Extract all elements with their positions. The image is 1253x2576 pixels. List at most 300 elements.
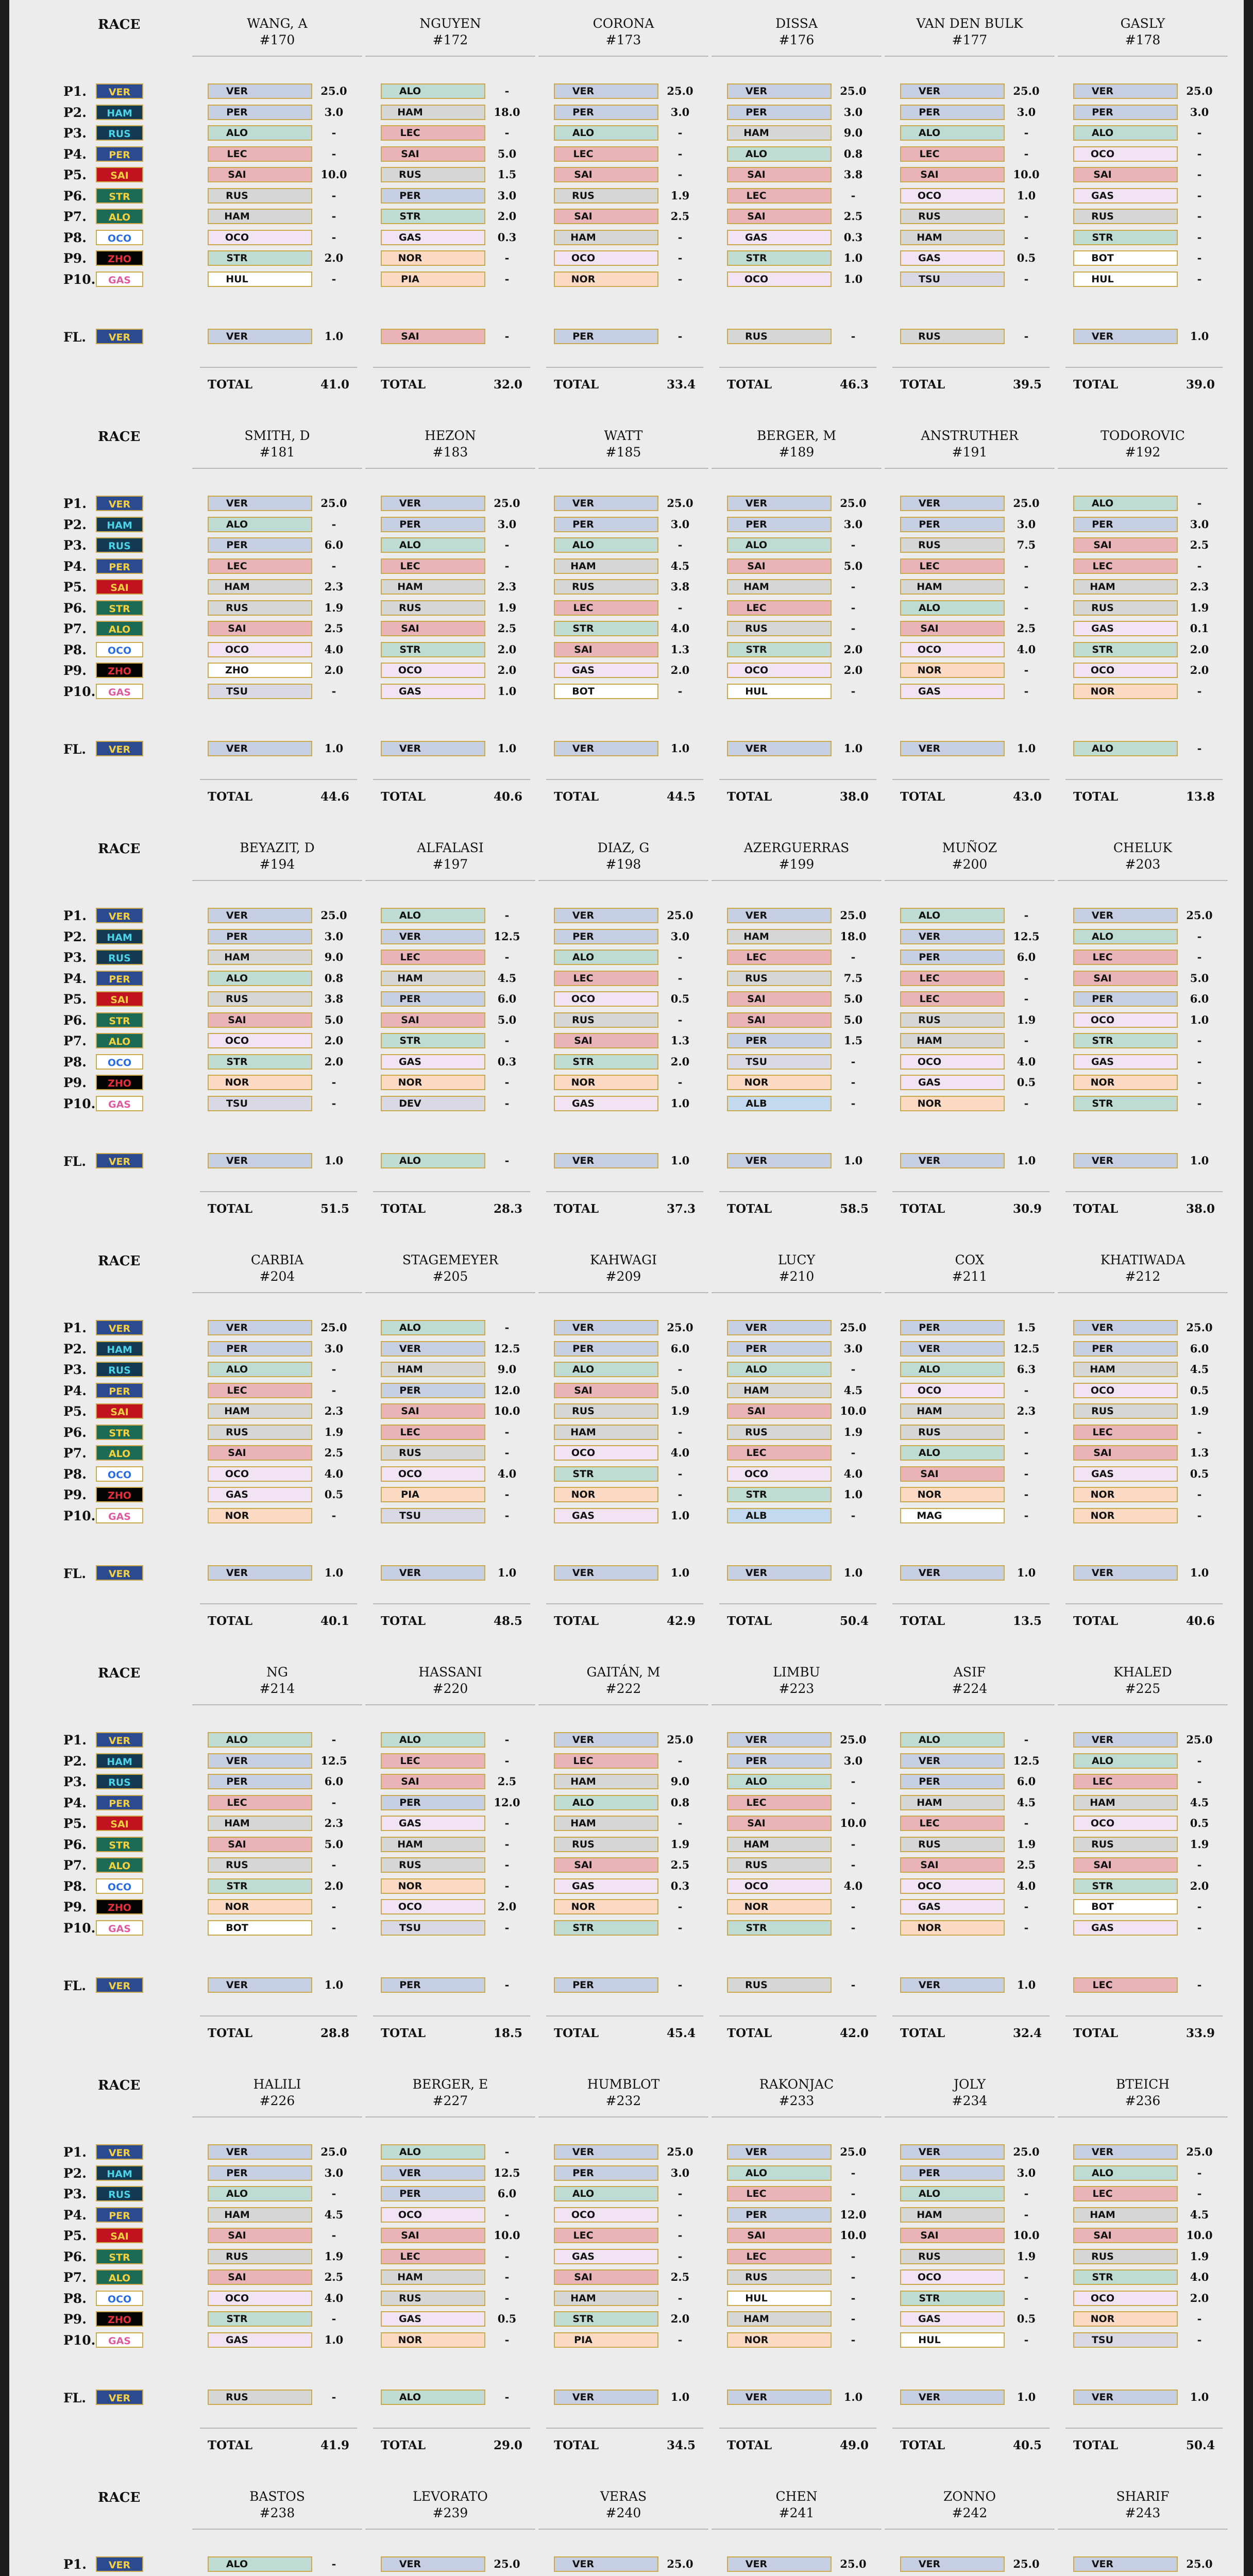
pick-points: - — [678, 1013, 683, 1026]
pick-box — [900, 1753, 1005, 1769]
pick-points: 25.0 — [840, 909, 867, 922]
fastest-lap-points: - — [504, 1154, 510, 1167]
total-label: TOTAL — [208, 2438, 253, 2452]
pick-points: - — [851, 1509, 856, 1522]
pick-points: 1.9 — [1017, 1837, 1036, 1851]
pick-box — [381, 1732, 485, 1748]
pick-points: 25.0 — [320, 84, 347, 97]
pick-box — [1073, 971, 1178, 986]
pick-points: - — [1197, 559, 1202, 572]
pick-driver-code: PER — [1092, 993, 1113, 1005]
pick-box — [554, 250, 658, 266]
pick-driver-code: PER — [1092, 106, 1113, 118]
fastest-lap-points: 1.0 — [1190, 1566, 1209, 1579]
pick-points: - — [504, 559, 510, 572]
race-block — [9, 2061, 1244, 2473]
pick-driver-code: LEC — [227, 148, 247, 160]
pick-box — [1073, 496, 1178, 511]
pick-points: - — [1197, 2312, 1202, 2325]
header-divider — [538, 2116, 708, 2117]
pick-points: 1.9 — [1017, 2249, 1036, 2263]
race-result-code: STR — [96, 188, 143, 204]
race-result-code: OCO — [96, 1878, 143, 1894]
fastest-lap-pick — [900, 329, 1005, 344]
pick-driver-code: VER — [572, 1322, 595, 1333]
player-column — [712, 2473, 882, 2576]
pick-driver-code: OCO — [225, 2292, 249, 2304]
player-name: LEVORATO — [413, 2489, 488, 2504]
race-result-code: RUS — [96, 1774, 143, 1789]
total-label: TOTAL — [1073, 2438, 1119, 2452]
pick-box — [727, 2228, 832, 2243]
pick-points: - — [851, 2291, 856, 2304]
pick-box — [208, 991, 312, 1007]
pick-driver-code: VER — [745, 2146, 768, 2158]
total-value: 50.4 — [839, 1614, 869, 1628]
pick-box — [727, 1774, 832, 1789]
pick-driver-code: TSU — [918, 273, 941, 285]
pick-box — [727, 1795, 832, 1810]
pick-driver-code: LEC — [573, 972, 594, 984]
race-result-code: ALO — [96, 2269, 143, 2285]
race-result-code: PER — [96, 146, 143, 162]
pick-driver-code: LEC — [919, 148, 940, 160]
fastest-lap-pick — [208, 1565, 312, 1581]
pick-box — [208, 1362, 312, 1377]
player-name: HEZON — [425, 428, 476, 443]
pick-points: 25.0 — [840, 84, 867, 97]
player-column — [712, 1236, 882, 1649]
pick-driver-code: PER — [746, 1343, 767, 1354]
player-name: BERGER, E — [412, 2077, 488, 2092]
pick-driver-code: ALO — [745, 539, 768, 551]
pick-box — [727, 230, 832, 245]
pick-points: 2.0 — [843, 664, 863, 676]
pick-driver-code: HAM — [397, 972, 423, 984]
pick-box — [381, 1445, 485, 1461]
race-result-code: PER — [96, 1795, 143, 1810]
pick-box — [900, 1012, 1005, 1028]
pick-points: 1.0 — [843, 272, 863, 285]
player-column — [538, 824, 708, 1236]
pick-points: 3.0 — [497, 189, 517, 202]
pick-driver-code: OCO — [571, 993, 596, 1005]
pick-box — [554, 1466, 658, 1482]
player-number: #198 — [605, 857, 641, 872]
pick-driver-code: OCO — [1090, 1384, 1115, 1396]
pick-driver-code: SAI — [228, 169, 246, 180]
pick-driver-code: SAI — [920, 169, 939, 180]
pick-box — [1073, 1012, 1178, 1028]
pick-points: 4.5 — [843, 1383, 863, 1397]
total-value: 39.0 — [1186, 378, 1215, 392]
player-name: ALFALASI — [417, 840, 484, 855]
pick-points: 2.0 — [1190, 664, 1209, 676]
header-divider — [885, 880, 1055, 881]
pick-points: - — [331, 1076, 336, 1089]
pick-points: - — [1197, 2187, 1202, 2200]
pick-points: - — [331, 559, 336, 572]
pick-driver-code: ALO — [572, 539, 595, 551]
player-number: #241 — [778, 2505, 815, 2520]
total-value: 32.0 — [493, 378, 522, 392]
pick-driver-code: PER — [746, 1755, 767, 1767]
pick-driver-code: HAM — [570, 1426, 596, 1438]
fastest-lap-driver-code: VER — [226, 1567, 248, 1579]
fastest-lap-driver-code: VER — [572, 1567, 595, 1579]
fastest-lap-code: VER — [96, 2389, 143, 2405]
fastest-lap-driver-code: PER — [572, 331, 594, 342]
pick-points: 0.5 — [1017, 251, 1036, 264]
pick-driver-code: GAS — [1091, 623, 1114, 634]
total-value: 50.4 — [1186, 2438, 1215, 2452]
pick-driver-code: RUS — [399, 1859, 421, 1871]
pick-driver-code: LEC — [1092, 560, 1113, 572]
pick-box — [554, 2249, 658, 2264]
fastest-lap-points: - — [1024, 330, 1029, 343]
pick-box — [381, 950, 485, 965]
fastest-lap-driver-code: VER — [572, 1155, 595, 1166]
pick-driver-code: SAI — [920, 623, 939, 634]
pick-driver-code: OCO — [744, 273, 769, 285]
pick-box — [727, 1837, 832, 1852]
race-result-code: SAI — [96, 1816, 143, 1831]
pick-box — [1073, 105, 1178, 120]
pick-box — [727, 600, 832, 616]
total-label: TOTAL — [554, 1202, 599, 1216]
pick-driver-code: RUS — [226, 602, 248, 614]
pick-driver-code: PER — [746, 1035, 767, 1046]
race-result-code: RUS — [96, 2186, 143, 2201]
pick-points: 1.0 — [497, 684, 517, 698]
pick-points: - — [1197, 951, 1202, 963]
player-column — [885, 412, 1055, 824]
pick-driver-code: DEV — [399, 1097, 421, 1109]
pick-points: - — [678, 1921, 683, 1934]
pick-box — [208, 1341, 312, 1357]
pick-driver-code: GAS — [572, 665, 595, 676]
pick-box — [727, 908, 832, 923]
pick-box — [727, 1487, 832, 1502]
fastest-lap-driver-code: RUS — [745, 331, 768, 342]
pick-driver-code: GAS — [1091, 1468, 1114, 1480]
pick-box — [727, 537, 832, 553]
race-result-code: SAI — [96, 167, 143, 182]
total-divider — [200, 2428, 357, 2429]
pick-box — [554, 2207, 658, 2223]
pick-points: - — [331, 230, 336, 244]
player-number: #204 — [259, 1269, 295, 1284]
pick-points: - — [678, 1076, 683, 1089]
player-column — [712, 2061, 882, 2473]
pick-points: 3.0 — [843, 517, 863, 531]
player-name: BEYAZIT, D — [240, 840, 315, 855]
pick-box — [900, 125, 1005, 141]
pick-box — [900, 1857, 1005, 1873]
pick-box — [1073, 1816, 1178, 1831]
pick-driver-code: RUS — [745, 623, 768, 634]
pick-points: 1.9 — [670, 1404, 690, 1417]
pick-box — [554, 1054, 658, 1070]
pick-driver-code: RUS — [1091, 2250, 1114, 2262]
total-value: 41.0 — [320, 378, 349, 392]
pick-driver-code: SAI — [574, 1384, 592, 1396]
fastest-lap-driver-code: VER — [1091, 1155, 1114, 1166]
pick-points: 3.0 — [1017, 2166, 1036, 2179]
pick-driver-code: GAS — [745, 231, 768, 243]
total-divider — [373, 2428, 530, 2429]
fastest-lap-pick — [727, 1977, 832, 1993]
pick-driver-code: LEC — [573, 2230, 594, 2241]
pick-driver-code: LEC — [746, 602, 767, 614]
race-result-code: GAS — [96, 272, 143, 287]
pick-points: 2.5 — [324, 1446, 344, 1459]
pick-driver-code: VER — [226, 910, 248, 921]
pick-box — [1073, 1732, 1178, 1748]
pick-box — [1073, 1837, 1178, 1852]
pick-points: 4.5 — [1017, 1795, 1036, 1809]
pick-points: 4.0 — [1190, 2270, 1209, 2283]
pick-points: - — [331, 1096, 336, 1110]
pick-driver-code: HUL — [226, 273, 248, 285]
fastest-lap-pick — [381, 1977, 485, 1993]
pick-driver-code: STR — [1092, 1097, 1113, 1109]
pick-driver-code: OCO — [225, 643, 249, 655]
pick-box — [554, 929, 658, 944]
player-name: WATT — [604, 428, 643, 443]
pick-points: 4.0 — [324, 2291, 344, 2304]
pick-driver-code: GAS — [572, 2250, 595, 2262]
race-label: RACE — [98, 17, 141, 32]
pick-points: 4.0 — [324, 642, 344, 656]
pick-box — [208, 146, 312, 162]
pick-box — [554, 1320, 658, 1335]
fastest-lap-points: 1.0 — [324, 1154, 344, 1167]
player-name: VERAS — [600, 2489, 647, 2504]
pick-box — [554, 971, 658, 986]
pick-box — [900, 2207, 1005, 2223]
pick-points: 0.1 — [1190, 622, 1209, 635]
pick-points: 1.0 — [324, 2333, 344, 2346]
fastest-lap-points: - — [678, 330, 683, 343]
fastest-lap-driver-code: VER — [745, 743, 768, 754]
pick-box — [554, 1899, 658, 1914]
pick-points: 0.5 — [1190, 1383, 1209, 1397]
pick-box — [381, 1487, 485, 1502]
fastest-lap-points: 1.0 — [497, 1566, 517, 1579]
fastest-lap-pick — [900, 2389, 1005, 2405]
race-result-code: VER — [96, 908, 143, 923]
player-number: #205 — [432, 1269, 468, 1284]
total-label: TOTAL — [727, 1614, 772, 1628]
pick-points: 9.0 — [843, 126, 863, 139]
position-label: P8. — [63, 2291, 87, 2306]
pick-box — [208, 1054, 312, 1070]
pick-driver-code: RUS — [572, 581, 595, 592]
total-label: TOTAL — [900, 1202, 945, 1216]
pick-box — [381, 2269, 485, 2285]
fastest-lap-pick — [554, 1153, 658, 1168]
header-divider — [538, 2529, 708, 2530]
fastest-lap-points: 1.0 — [670, 1566, 690, 1579]
player-name: SHARIF — [1116, 2489, 1170, 2504]
player-number: #185 — [605, 445, 641, 460]
pick-points: 2.0 — [843, 642, 863, 656]
pick-box — [727, 188, 832, 204]
pick-driver-code: NOR — [571, 273, 596, 285]
pick-box — [554, 600, 658, 616]
pick-box — [1073, 684, 1178, 699]
pick-driver-code: BOT — [1091, 1901, 1114, 1912]
pick-points: - — [851, 2270, 856, 2283]
fastest-lap-points: 1.0 — [1017, 742, 1036, 755]
position-label: P3. — [63, 538, 87, 553]
pick-points: - — [1197, 189, 1202, 202]
player-name: KHALED — [1113, 1665, 1172, 1680]
pick-driver-code: VER — [572, 2558, 595, 2570]
pick-box — [900, 209, 1005, 224]
pick-driver-code: SAI — [747, 1014, 766, 1026]
pick-driver-code: NOR — [744, 2334, 769, 2346]
pick-box — [900, 2269, 1005, 2285]
player-column — [538, 412, 708, 824]
position-label: P4. — [63, 146, 87, 162]
pick-box — [1073, 1466, 1178, 1482]
total-divider — [892, 1603, 1049, 1604]
pick-driver-code: HAM — [917, 581, 942, 592]
pick-driver-code: ALO — [399, 2146, 421, 2158]
pick-points: 25.0 — [1186, 2557, 1213, 2570]
pick-points: 5.0 — [324, 1837, 344, 1851]
pick-driver-code: GAS — [226, 2334, 248, 2346]
pick-points: - — [504, 1837, 510, 1851]
pick-driver-code: VER — [572, 86, 595, 97]
total-divider — [373, 779, 530, 780]
pick-points: 0.3 — [497, 230, 517, 244]
fastest-lap-driver-code: PER — [572, 1979, 594, 1991]
pick-points: - — [1197, 1509, 1202, 1522]
pick-points: 3.0 — [1017, 517, 1036, 531]
pick-driver-code: LEC — [746, 1447, 767, 1459]
pick-points: 6.0 — [1190, 1342, 1209, 1355]
pick-box — [381, 1753, 485, 1769]
header-divider — [365, 2116, 535, 2117]
pick-points: 25.0 — [840, 1733, 867, 1746]
pick-points: - — [1197, 497, 1202, 510]
pick-driver-code: HAM — [917, 1405, 942, 1417]
pick-points: - — [851, 1096, 856, 1110]
position-label: P6. — [63, 1425, 87, 1440]
fastest-lap-code: VER — [96, 1977, 143, 1993]
pick-box — [554, 188, 658, 204]
total-value: 40.6 — [1186, 1614, 1215, 1628]
pick-driver-code: SAI — [574, 643, 592, 655]
pick-points: - — [1197, 1076, 1202, 1089]
pick-driver-code: VER — [572, 2146, 595, 2158]
pick-points: - — [504, 1817, 510, 1829]
pick-box — [554, 2332, 658, 2348]
player-column — [192, 1236, 362, 1649]
pick-driver-code: RUS — [226, 190, 248, 201]
pick-driver-code: RUS — [745, 1859, 768, 1871]
pick-points: 2.5 — [1017, 1858, 1036, 1871]
fastest-lap-driver-code: LEC — [1092, 1979, 1113, 1991]
total-value: 38.0 — [839, 790, 869, 804]
player-number: #172 — [432, 32, 468, 47]
pick-driver-code: SAI — [1093, 169, 1112, 180]
player-number: #199 — [778, 857, 815, 872]
pick-points: 2.0 — [497, 642, 517, 656]
pick-box — [208, 2556, 312, 2572]
pick-points: - — [504, 538, 510, 551]
pick-box — [727, 1425, 832, 1440]
player-number: #183 — [432, 445, 468, 460]
position-label: P4. — [63, 1795, 87, 1810]
pick-points: - — [504, 2145, 510, 2158]
pick-box — [727, 1075, 832, 1090]
pick-points: - — [851, 684, 856, 698]
fastest-lap-driver-code: VER — [226, 331, 248, 342]
total-value: 42.9 — [666, 1614, 696, 1628]
pick-points: - — [1024, 664, 1029, 676]
pick-points: 25.0 — [1013, 2557, 1040, 2570]
pick-driver-code: VER — [1091, 86, 1114, 97]
pick-driver-code: HAM — [917, 2209, 942, 2221]
pick-driver-code: OCO — [1090, 1818, 1115, 1829]
pick-points: - — [1024, 909, 1029, 922]
total-label: TOTAL — [208, 1614, 253, 1628]
fastest-lap-points: 1.0 — [843, 1154, 863, 1167]
position-label: P10. — [63, 2332, 96, 2348]
pick-driver-code: VER — [399, 2558, 421, 2570]
pick-box — [727, 1383, 832, 1398]
pick-points: 12.0 — [494, 1383, 520, 1397]
pick-box — [381, 1857, 485, 1873]
pick-points: - — [678, 601, 683, 614]
pick-driver-code: GAS — [1091, 1922, 1114, 1934]
pick-points: 25.0 — [667, 1321, 693, 1334]
race-result-code: GAS — [96, 1096, 143, 1111]
pick-driver-code: SAI — [1093, 539, 1112, 551]
pick-driver-code: NOR — [1090, 1489, 1115, 1500]
pick-points: - — [678, 2249, 683, 2263]
pick-points: 0.3 — [843, 230, 863, 244]
pick-box — [727, 1033, 832, 1048]
position-label: P3. — [63, 2187, 87, 2201]
pick-box — [1073, 1054, 1178, 1070]
fastest-lap-points: 1.0 — [1017, 1978, 1036, 1991]
pick-driver-code: PER — [572, 930, 594, 942]
player-number: #210 — [778, 1269, 815, 1284]
fastest-lap-pick — [900, 1565, 1005, 1581]
pick-box — [554, 517, 658, 532]
total-value: 33.9 — [1186, 2026, 1215, 2040]
pick-driver-code: ALO — [572, 1364, 595, 1375]
pick-driver-code: STR — [746, 1489, 767, 1500]
pick-driver-code: ALO — [1091, 498, 1114, 509]
pick-points: - — [1024, 2270, 1029, 2283]
fastest-lap-pick — [1073, 329, 1178, 344]
pick-points: 10.0 — [840, 1404, 867, 1417]
pick-points: - — [504, 1509, 510, 1522]
player-column — [192, 824, 362, 1236]
pick-driver-code: PER — [399, 190, 421, 201]
player-number: #222 — [605, 1681, 641, 1696]
fastest-lap-label: FL. — [63, 1154, 87, 1169]
pick-box — [900, 950, 1005, 965]
pick-points: 1.9 — [843, 1425, 863, 1438]
pick-points: 1.5 — [843, 1034, 863, 1047]
